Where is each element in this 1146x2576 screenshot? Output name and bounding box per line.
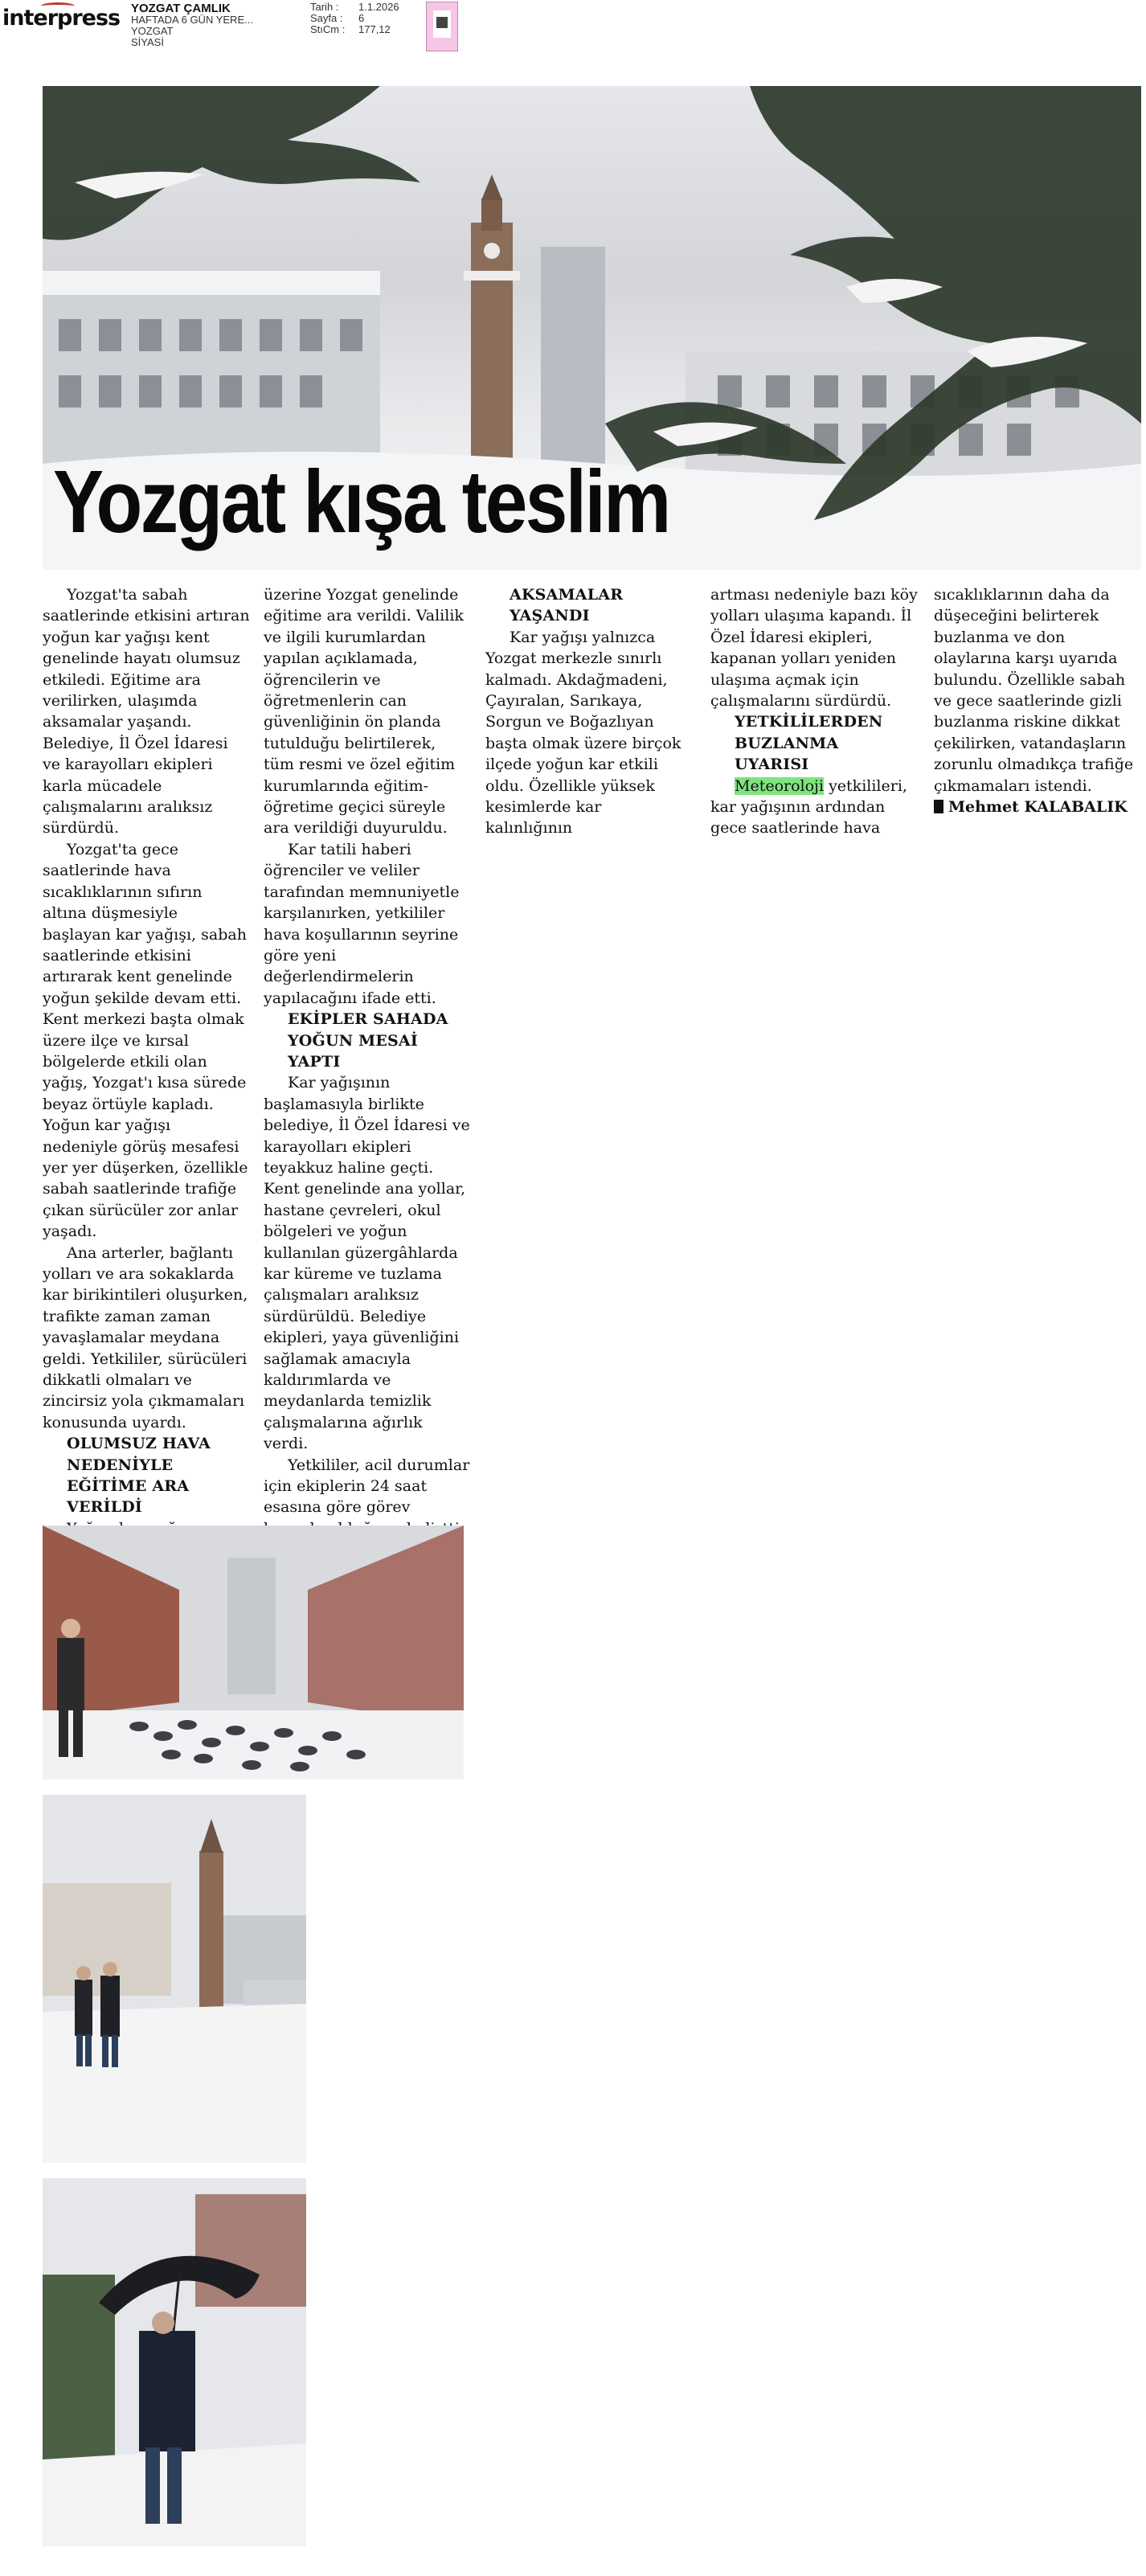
article-column-4 — [710, 584, 918, 839]
publication-category: SİYASİ — [131, 36, 164, 48]
clipping-details: Tarih : 1.1.2026 Sayfa : 6 StıCm : 177,12 — [310, 1, 399, 35]
interpress-logo: interpress — [2, 6, 120, 31]
article-column-3 — [485, 584, 693, 839]
photo-pigeons-street — [43, 1526, 464, 1779]
paragraph: üzerine Yozgat genelinde eğitime ara verildi. Valilik ve ilgili kurumlardan yapılan açıklamada, öğrencilerin ve öğretmenlerin can güvenliğinin ön planda tutulduğu belirtilerek, tüm resmi ve özel eğitim kurumlarında eğitim-öğretime geçici süreyle ara verildiği duyuruldu. — [264, 586, 464, 838]
article-title: Yozgat kışa teslim — [53, 453, 669, 551]
publication-name: YOZGAT ÇAMLIK — [131, 2, 231, 15]
clipping-page: 6 — [358, 12, 365, 24]
hero-photo-snowy-square — [43, 86, 1141, 570]
highlighted-keyword: Meteoroloji — [735, 776, 825, 795]
paragraph: Kar yağışı yalnızca Yozgat merkezle sınırlı kalmadı. Akdağmadeni, Çayıralan, Sarıkaya, Sorgun ve Boğazlıyan başta olmak üzere birçok ilçede yoğun kar etkili oldu. Özellikle yüksek kesimlerde kar kalınlığının — [485, 628, 681, 838]
photo-umbrella-person — [43, 2178, 306, 2546]
publication-info — [131, 3, 253, 48]
article-column-2 — [264, 584, 471, 1582]
article-column-1 — [43, 584, 250, 1561]
publication-frequency: HAFTADA 6 GÜN YERE... — [131, 14, 253, 26]
photo-clock-tower-couple — [43, 1795, 306, 2163]
clipping-area: 177,12 — [358, 23, 391, 35]
subheading: YETKİLİLERDEN BUZLANMA UYARISI — [735, 713, 883, 774]
publication-city: YOZGAT — [131, 25, 174, 37]
subheading: EKİPLER SAHADA YOĞUN MESAİ YAPTI — [288, 1010, 448, 1071]
paragraph: Kar yağışının başlamasıyla birlikte belediye, İl Özel İdaresi ve karayolları ekipleri teyakkuz haline geçti. Kent genelinde ana yollar, hastane çevreleri, okul bölgeleri ve yoğun kullanılan güzergâhlarda kar küreme ve tuzlama çalışmaları aralıksız sürdürüldü. Belediye ekipleri, yaya güvenliğini sağlamak amacıyla kaldırımlarda ve meydanlarda temizlik çalışmalarına ağırlık verdi. — [264, 1074, 470, 1453]
page-thumbnail[interactable] — [426, 2, 458, 51]
paragraph: Yozgat'ta gece saatlerinde hava sıcaklıklarının sıfırın altına düşmesiyle başlayan kar yağışı, sabah saatlerinde etkisini artırarak kent genelinde yoğun şekilde devam etti. Kent merkezi başta olmak üzere ilçe ve kırsal bölgelerde etkili olan yağış, Yozgat'ı kısa sürede beyaz örtüyle kapladı. Yoğun kar yağışı nedeniyle görüş mesafesi yer yer düşerken, özellikle sabah saatlerinde trafiğe çıkan sürücüler zor anlar yaşadı. — [43, 840, 248, 1241]
paragraph: Meteoroloji yetkilileri, kar yağışının ardından gece saatlerinde hava — [710, 776, 907, 838]
clipping-header — [0, 0, 1146, 53]
paragraph: sıcaklıklarının daha da düşeceğini belirterek buzlanma ve don olaylarına karşı uyarıda bulundu. Özellikle sabah ve gece saatlerinde gizli buzlanma riskine dikkat çekilirken, vatandaşların zorunlu olmadıkça trafiğe çıkmamaları istendi. — [934, 586, 1134, 795]
article-column-5 — [934, 584, 1141, 817]
paragraph: artması nedeniyle bazı köy yolları ulaşıma kapandı. İl Özel İdaresi ekipleri, kapanan yolları yeniden ulaşıma açmak için çalışmalarını sürdürdü. — [710, 586, 918, 711]
paragraph: Yetkililer, acil durumlar için ekiplerin 24 saat esasına göre görev — [264, 1456, 470, 1517]
clipping-date: 1.1.2026 — [358, 1, 399, 13]
paragraph: Ana arterler, bağlantı yolları ve ara sokaklarda kar birikintileri oluşurken, trafikte zaman zaman yavaşlamalar meydana geldi. Yetkililer, sürücüleri dikkatli olmaları ve zincirsiz yola çıkmamaları konusunda uyardı. — [43, 1243, 248, 1431]
paragraph: Kar tatili haberi öğrenciler ve veliler tarafından memnuniyetle karşılanırken, yetkililer hava koşullarının seyrine göre yeni değerlendirmelerin yapılacağını ifade etti. — [264, 840, 460, 1007]
subheading: OLUMSUZ HAVA NEDENİYLE EĞİTİME ARA VERİLDİ — [67, 1435, 211, 1517]
paragraph: Yozgat'ta sabah saatlerinde etkisini artıran yoğun kar yağışı kent genelinde hayatı olumsuz etkiledi. Eğitime ara verilirken, ulaşımda aksamalar yaşandı. Belediye, İl Özel İdaresi ve karayolları ekipleri karla mücadele çalışmalarını aralıksız sürdürdü. — [43, 586, 250, 838]
author-byline: Mehmet KALABALIK — [934, 798, 1128, 816]
subheading: AKSAMALAR YAŞANDI — [510, 586, 624, 625]
